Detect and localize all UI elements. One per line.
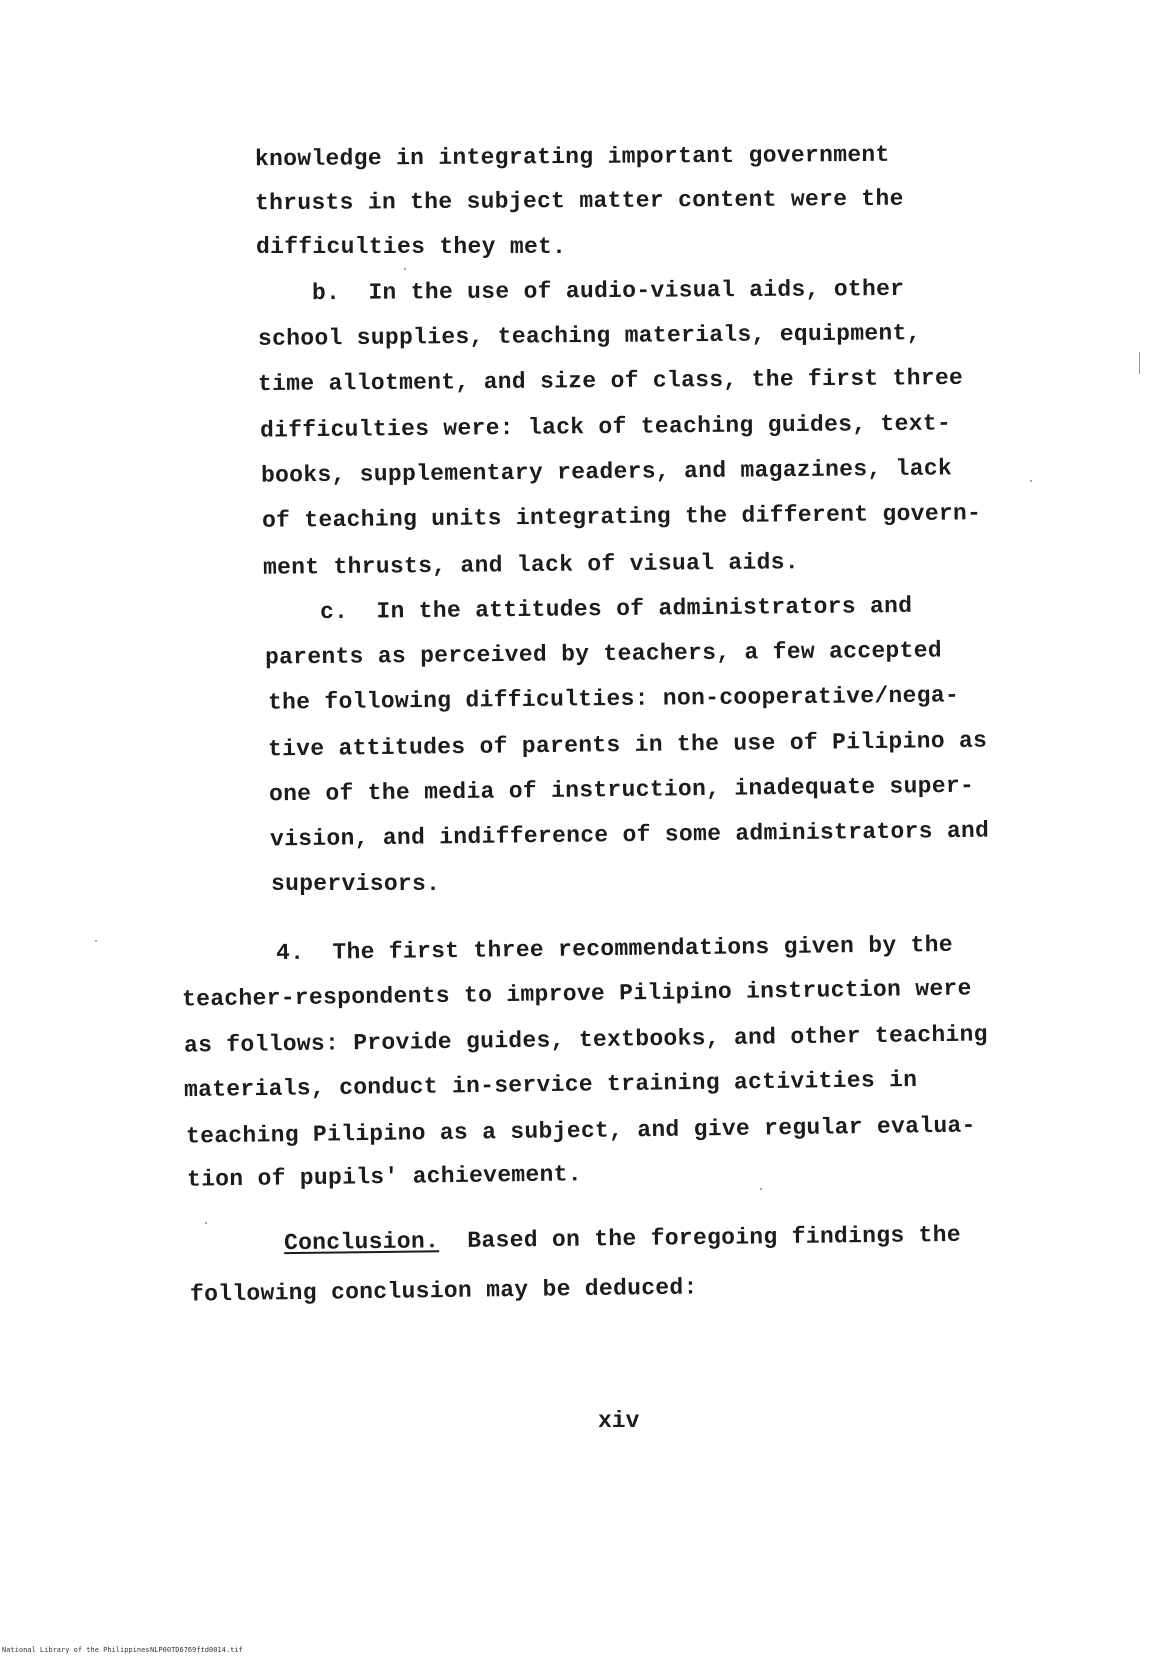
body-line-4: b. In the use of audio-visual aids, other bbox=[311, 275, 905, 307]
body-line-11: c. In the attitudes of administrators and bbox=[319, 592, 913, 626]
body-line-15: one of the media of instruction, inadequate super- bbox=[268, 772, 975, 808]
scan-speck bbox=[760, 1188, 762, 1190]
body-line-13: the following difficulties: non-cooperative/nega- bbox=[267, 682, 960, 716]
scan-speck bbox=[1030, 480, 1032, 482]
body-line-18: 4. The first three recommendations given by the bbox=[275, 931, 954, 967]
body-line-1: knowledge in integrating important government bbox=[254, 141, 890, 173]
footer-source: National Library of the Philippines bbox=[2, 1646, 150, 1654]
body-line-3: difficulties they met. bbox=[256, 234, 567, 260]
body-line-17: supervisors. bbox=[271, 871, 441, 897]
conclusion-text: Based on the foregoing findings the bbox=[438, 1221, 962, 1255]
conclusion-second-line: following conclusion may be deduced: bbox=[189, 1274, 698, 1308]
body-line-14: tive attitudes of parents in the use of Pilipino as bbox=[267, 727, 988, 763]
body-line-7: difficulties were: lack of teaching guides, text- bbox=[259, 410, 952, 444]
body-line-16: vision, and indifference of some administrators and bbox=[269, 817, 990, 853]
scan-speck bbox=[205, 1222, 207, 1224]
margin-mark bbox=[1139, 352, 1140, 374]
footer-filename: NLP00TD6769ftd0014.tif bbox=[150, 1646, 243, 1654]
body-line-12: parents as perceived by teachers, a few accepted bbox=[264, 637, 943, 671]
page-number: xiv bbox=[598, 1408, 640, 1434]
body-line-20: as follows: Provide guides, textbooks, and other teaching bbox=[183, 1021, 988, 1059]
body-line-22: teaching Pilipino as a subject, and give regular evalua- bbox=[185, 1112, 976, 1150]
body-line-21: materials, conduct in-service training activities in bbox=[183, 1066, 918, 1104]
body-line-19: teacher-respondents to improve Pilipino instruction were bbox=[181, 975, 972, 1013]
body-line-23: tion of pupils' achievement. bbox=[186, 1161, 583, 1193]
conclusion-heading: Conclusion. bbox=[283, 1228, 440, 1257]
body-line-2: thrusts in the subject matter content were the bbox=[254, 185, 904, 217]
scan-speck bbox=[404, 268, 406, 270]
scan-speck bbox=[95, 940, 97, 942]
body-line-9: of teaching units integrating the different govern- bbox=[261, 500, 982, 534]
body-line-6: time allotment, and size of class, the first three bbox=[257, 364, 964, 398]
body-line-5: school supplies, teaching materials, equipment, bbox=[257, 320, 921, 352]
conclusion-line bbox=[283, 1221, 962, 1257]
body-line-10: ment thrusts, and lack of visual aids. bbox=[262, 549, 800, 581]
body-line-8: books, supplementary readers, and magazines, lack bbox=[260, 455, 953, 489]
